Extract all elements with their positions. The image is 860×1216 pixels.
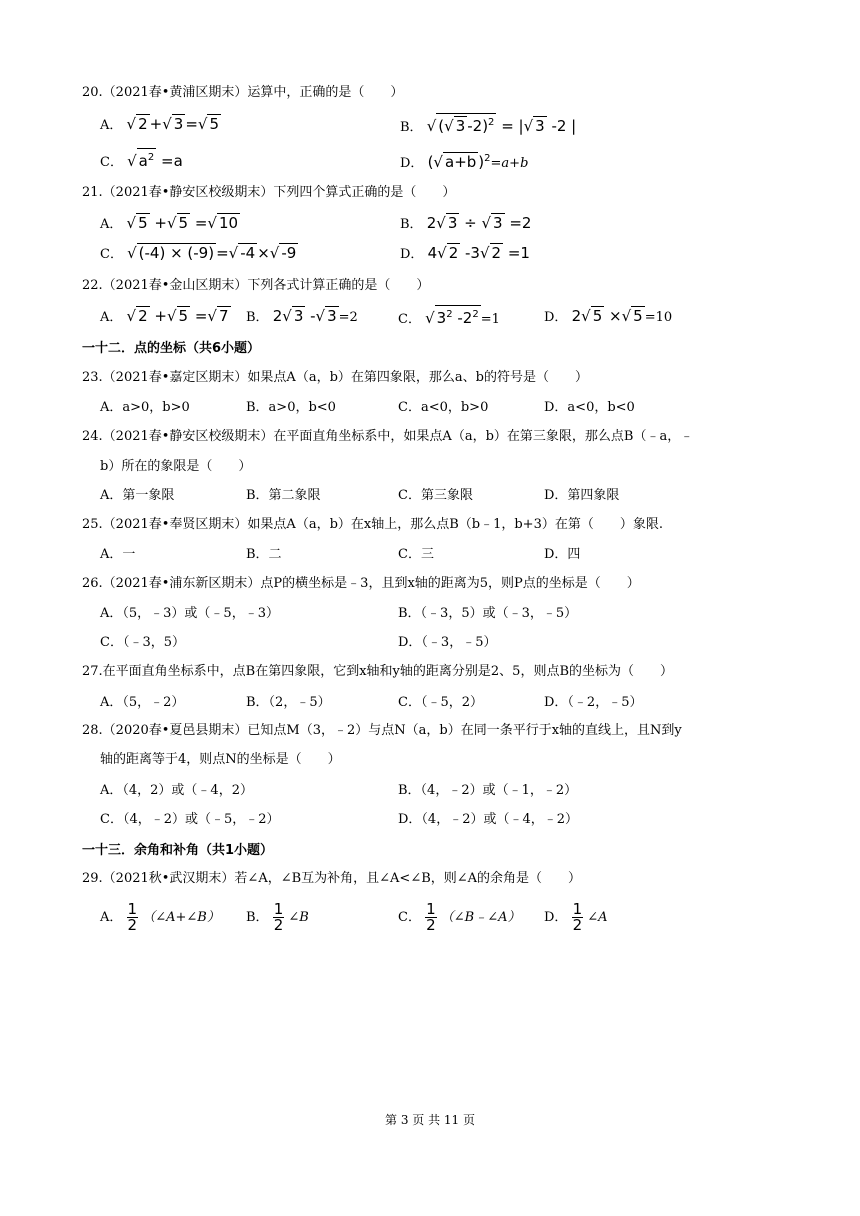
formula: √ 2 +√ 3 =√ 5 <box>126 115 220 133</box>
question-22-stem: 22.（2021春•金山区期末）下列各式计算正确的是（ ） <box>82 278 430 293</box>
formula: √ (√ 3 -2)$^2$ = |√ 3 -2 | <box>427 117 577 135</box>
question-20-stem: 20.（2021春•黄浦区期末）运算中，正确的是（ ） <box>82 85 404 100</box>
question-21-option-b[interactable] <box>400 212 531 236</box>
option-label: B． <box>400 120 423 135</box>
option-label: B． <box>246 910 269 925</box>
question-25-stem: 25.（2021春•奉贤区期末）如果点A（a，b）在x轴上，那么点B（b﹣1，b+3）在第（ ）象限. <box>82 517 663 532</box>
question-25-option-a[interactable]: A．一 <box>100 547 136 562</box>
option-label: A． <box>100 910 123 925</box>
question-20-option-a[interactable] <box>100 113 221 137</box>
question-27-option-a[interactable]: A．（5，﹣2） <box>100 695 185 710</box>
question-27-option-b[interactable]: B．（2，﹣5） <box>246 695 331 710</box>
question-29-option-c[interactable] <box>398 902 521 933</box>
option-label: C． <box>100 155 123 170</box>
question-22-option-b[interactable] <box>246 305 358 329</box>
question-24-option-d[interactable]: D．第四象限 <box>544 488 620 503</box>
question-28-stem-line1: 28.（2020春•夏邑县期末）已知点M（3，﹣2）与点N（a，b）在同一条平行于x轴的直线上，且N到y <box>82 723 682 738</box>
option-label: C． <box>398 312 421 327</box>
question-28-option-d[interactable]: D．（4，﹣2）或（﹣4，﹣2） <box>398 812 579 827</box>
formula-tail: （∠A+∠B） <box>142 910 220 925</box>
formula: √ $a^2 =a$ <box>127 152 183 170</box>
question-23-option-d[interactable]: D．a<0，b<0 <box>544 400 635 415</box>
option-label: D． <box>544 910 568 925</box>
question-25-option-d[interactable]: D．四 <box>544 547 581 562</box>
question-20-option-d[interactable] <box>400 148 528 175</box>
section-12-heading: 一十二．点的坐标（共6小题） <box>82 341 261 356</box>
formula: (√ a+b )$^2$ <box>427 153 491 171</box>
question-29-option-a[interactable] <box>100 902 220 933</box>
formula-tail: =10 <box>644 310 673 325</box>
question-26-stem: 26.（2021春•浦东新区期末）点P的横坐标是﹣3，且到x轴的距离为5，则P点的坐标是（ ） <box>82 576 640 591</box>
question-27-stem: 27.在平面直角坐标系中，点B在第四象限，它到x轴和y轴的距离分别是2、5，则点B的坐标为（ ） <box>82 664 673 679</box>
question-21-option-d[interactable] <box>400 242 530 266</box>
question-28-option-c[interactable]: C．（4，﹣2）或（﹣5，﹣2） <box>100 812 280 827</box>
page-footer: 第 3 页 共 11 页 <box>385 1113 475 1127</box>
option-label: C． <box>100 247 123 262</box>
question-21-option-c[interactable] <box>100 242 298 266</box>
formula-tail: =2 <box>338 310 358 325</box>
question-24-stem-line2: b）所在的象限是（ ） <box>100 459 252 474</box>
question-28-option-a[interactable]: A．（4，2）或（﹣4，2） <box>100 783 253 798</box>
formula: √ 5 +√ 5 =√ 10 <box>126 214 239 232</box>
option-label: C． <box>398 910 421 925</box>
formula-tail: ∠A <box>587 910 608 925</box>
question-24-option-a[interactable]: A．第一象限 <box>100 488 175 503</box>
formula-tail: （∠B﹣∠A） <box>440 910 521 925</box>
formula: √ $3^2$ $-2^2$ <box>425 309 481 327</box>
fraction-one-half: $\frac{1}{2}$ <box>273 900 284 934</box>
fraction-one-half: $\frac{1}{2}$ <box>572 900 583 934</box>
formula: 2√ 5 ×√ 5 <box>571 307 643 325</box>
fraction-one-half: $\frac{1}{2}$ <box>127 900 138 934</box>
question-22-option-a[interactable] <box>100 305 231 329</box>
option-label: A． <box>100 217 123 232</box>
option-label: D． <box>544 310 568 325</box>
option-label: A． <box>100 310 123 325</box>
question-28-stem-line2: 轴的距离等于4，则点N的坐标是（ ） <box>100 752 341 767</box>
question-26-option-b[interactable]: B．（﹣3，5）或（﹣3，﹣5） <box>398 606 578 621</box>
question-29-option-b[interactable] <box>246 902 309 933</box>
question-29-option-d[interactable] <box>544 902 608 933</box>
question-24-option-c[interactable]: C．第三象限 <box>398 488 473 503</box>
option-label: A． <box>100 118 123 133</box>
formula-tail: =a+b <box>490 156 529 171</box>
option-label: D． <box>400 156 424 171</box>
question-27-option-d[interactable]: D．（﹣2，﹣5） <box>544 695 643 710</box>
question-26-option-a[interactable]: A．（5，﹣3）或（﹣5，﹣3） <box>100 606 279 621</box>
question-23-option-b[interactable]: B．a>0，b<0 <box>246 400 336 415</box>
question-20-option-c[interactable] <box>100 148 183 174</box>
formula-tail: =1 <box>480 312 500 327</box>
question-24-stem-line1: 24.（2021春•静安区校级期末）在平面直角坐标系中，如果点A（a，b）在第三象限，那么点B（﹣a，﹣ <box>82 429 694 444</box>
question-25-option-b[interactable]: B．二 <box>246 547 282 562</box>
formula: 2√ 3 ÷ √ 3 =2 <box>426 214 532 232</box>
question-21-option-a[interactable] <box>100 212 240 236</box>
question-22-option-c[interactable] <box>398 305 500 331</box>
formula: 4√ 2 -3√ 2 =1 <box>427 244 530 262</box>
question-23-option-a[interactable]: A．a>0，b>0 <box>100 400 190 415</box>
question-20-option-b[interactable] <box>400 113 576 139</box>
option-label: B． <box>400 217 423 232</box>
question-27-option-c[interactable]: C．（﹣5，2） <box>398 695 483 710</box>
question-22-option-d[interactable] <box>544 305 672 329</box>
formula-tail: ∠B <box>288 910 309 925</box>
question-23-option-c[interactable]: C．a<0，b>0 <box>398 400 489 415</box>
formula: √ 2 +√ 5 =√ 7 <box>126 307 229 325</box>
question-26-option-c[interactable]: C．（﹣3，5） <box>100 635 185 650</box>
option-label: B． <box>246 310 269 325</box>
question-23-stem: 23.（2021春•嘉定区期末）如果点A（a，b）在第四象限，那么a、b的符号是（ ） <box>82 370 588 385</box>
question-26-option-d[interactable]: D．（﹣3，﹣5） <box>398 635 497 650</box>
formula: √ (-4) × (-9) =√ -4 ×√ -9 <box>127 244 297 262</box>
option-label: D． <box>400 247 424 262</box>
fraction-one-half: $\frac{1}{2}$ <box>426 900 436 934</box>
question-24-option-b[interactable]: B．第二象限 <box>246 488 321 503</box>
question-21-stem: 21.（2021春•静安区校级期末）下列四个算式正确的是（ ） <box>82 185 456 200</box>
question-25-option-c[interactable]: C．三 <box>398 547 434 562</box>
formula: 2√ 3 -√ 3 <box>272 307 337 325</box>
section-13-heading: 一十三．余角和补角（共1小题） <box>82 843 274 858</box>
question-28-option-b[interactable]: B．（4，﹣2）或（﹣1，﹣2） <box>398 783 578 798</box>
question-29-stem: 29.（2021秋•武汉期末）若∠A，∠B互为补角，且∠A<∠B，则∠A的余角是（ ） <box>82 871 582 886</box>
